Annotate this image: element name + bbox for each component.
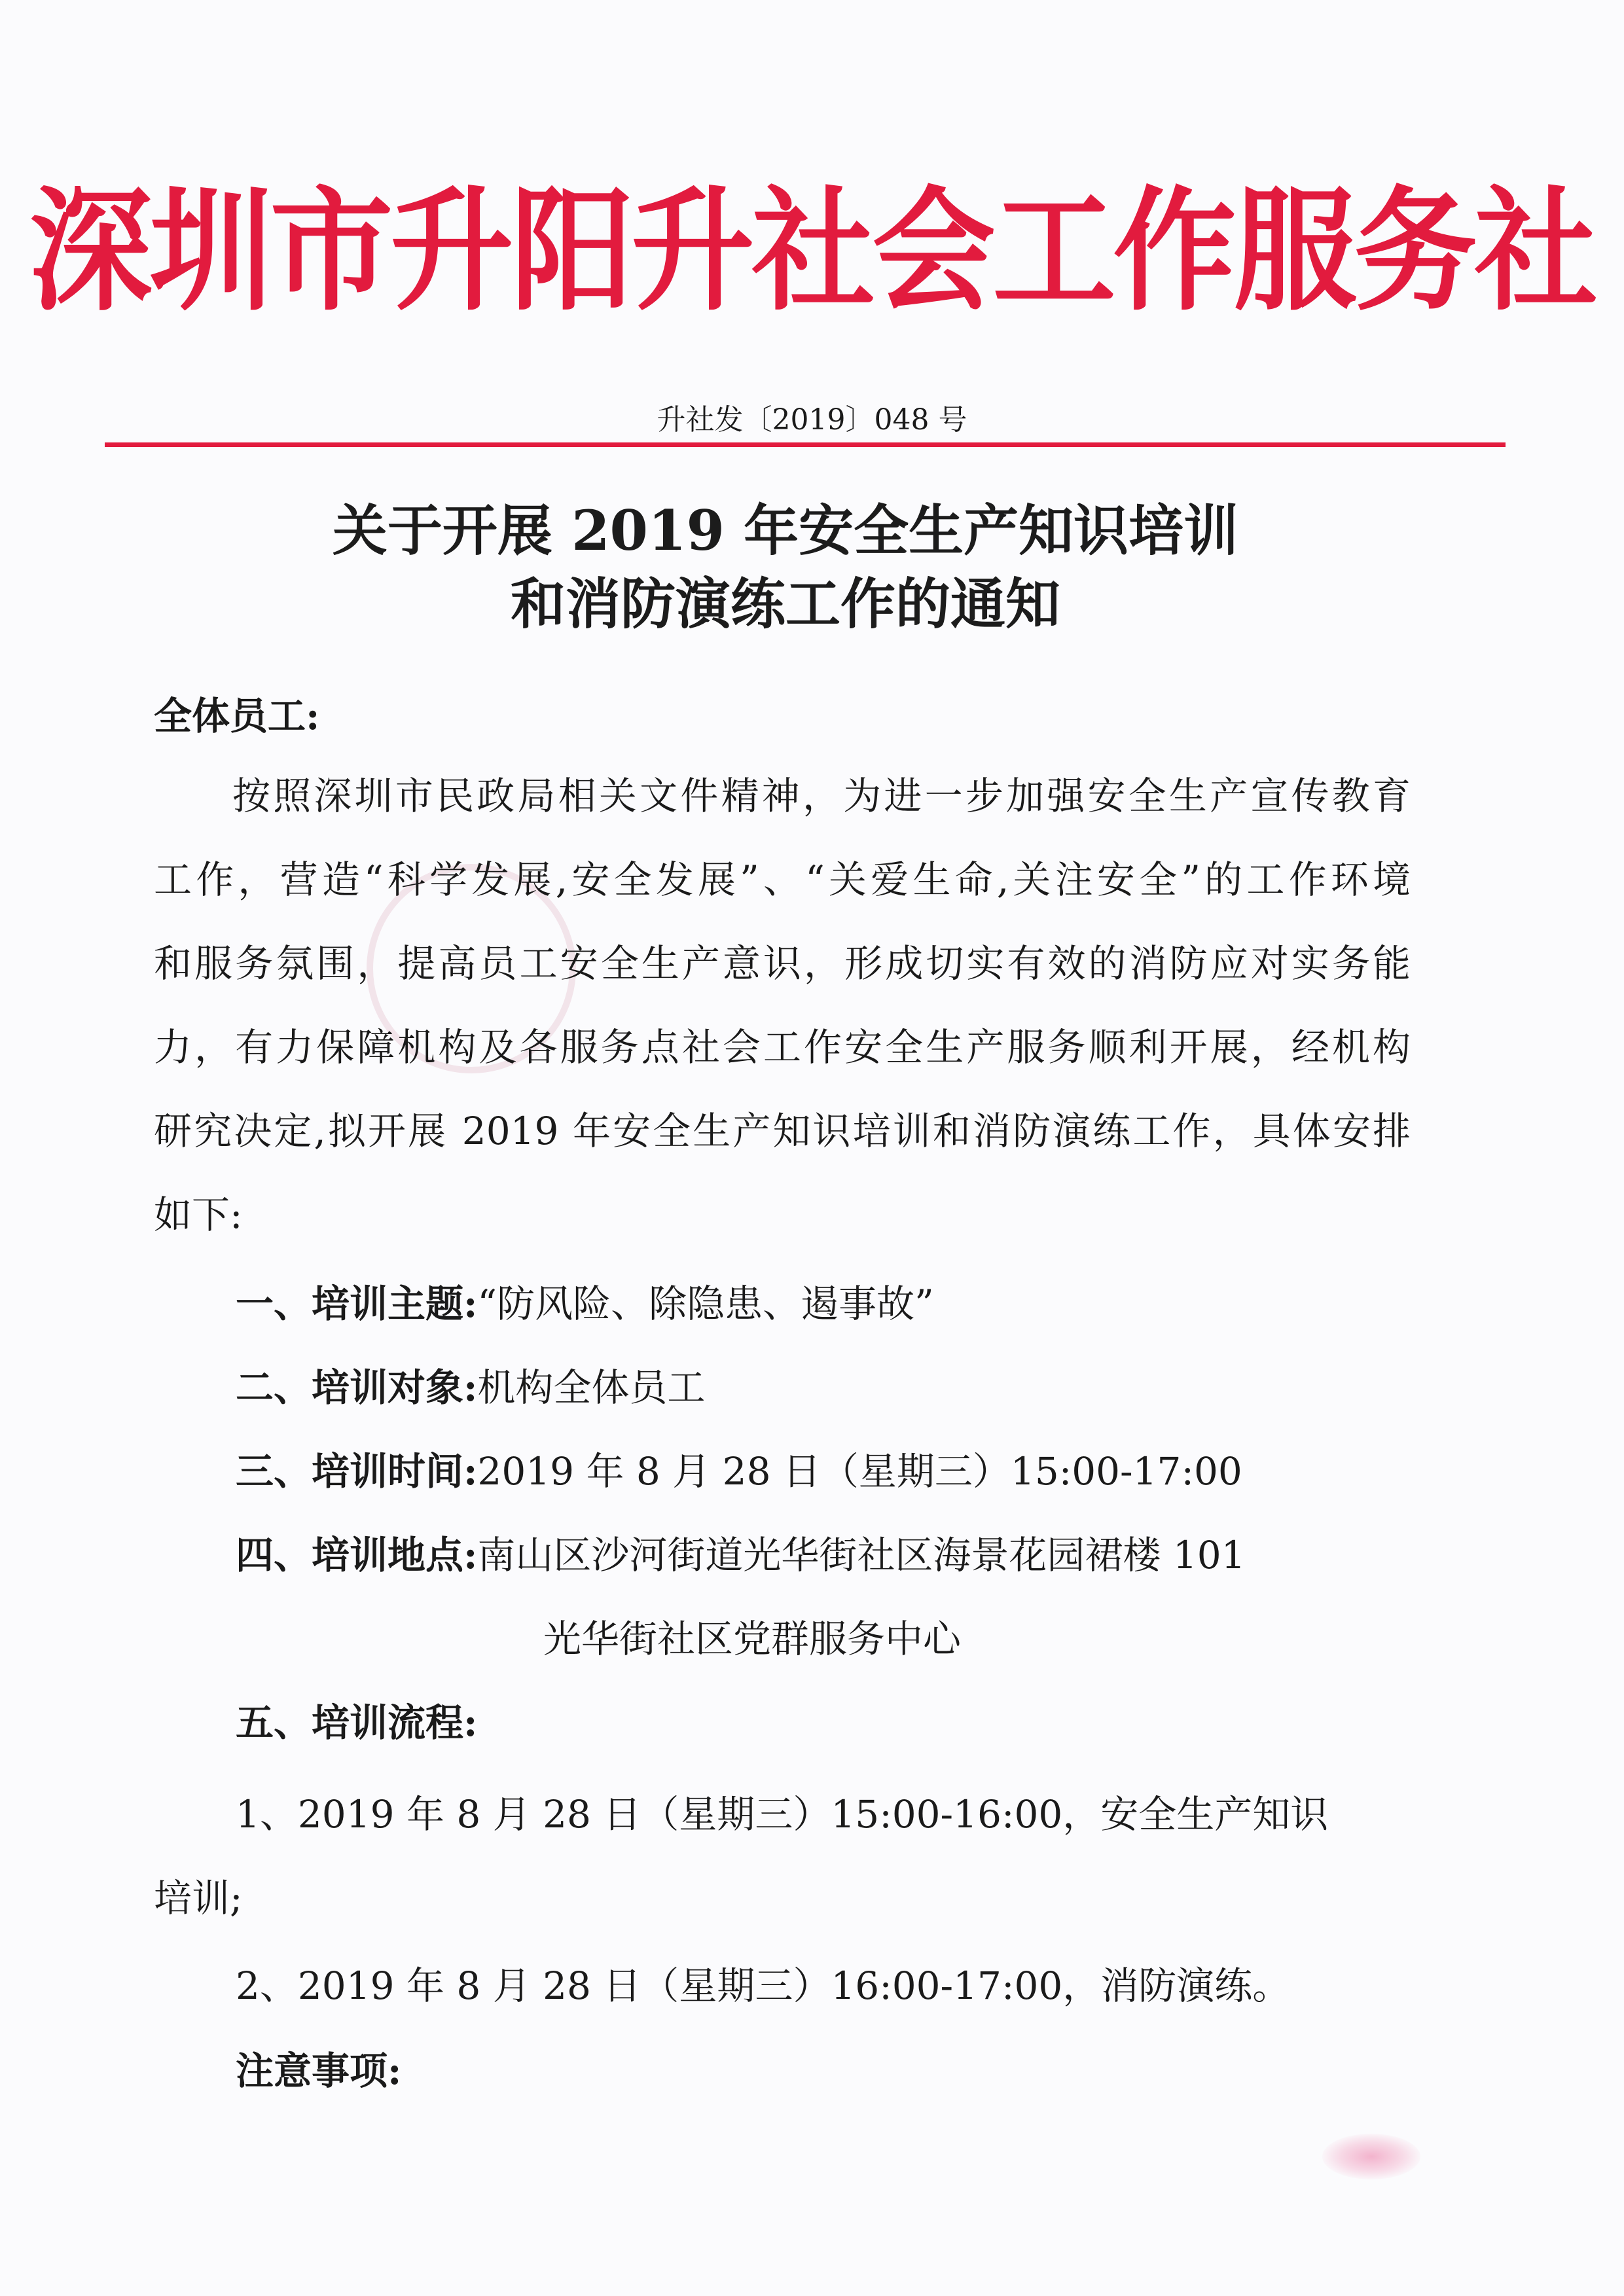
process-heading: 五、培训流程: — [236, 1700, 478, 1745]
organization-letterhead: 深圳市升阳升社会工作服务社 — [29, 174, 1595, 329]
process-step-1: 1、2019 年 8 月 28 日（星期三）15:00-16:00，安全生产知识 — [236, 1792, 1329, 1837]
notice-title — [0, 494, 1571, 641]
salutation: 全体员工: — [154, 694, 320, 738]
item-value: “防风险、除隐患、遏事故” — [477, 1282, 934, 1326]
document-number: 升社发〔2019〕048 号 — [657, 403, 967, 437]
process-step-1-continuation: 培训; — [154, 1876, 243, 1920]
item-value: 机构全体员工 — [477, 1365, 706, 1410]
item-value: 2019 年 8 月 28 日（星期三）15:00-17:00 — [477, 1449, 1242, 1494]
item-label: 四、培训地点: — [236, 1533, 478, 1577]
process-step-2: 2、2019 年 8 月 28 日（星期三）16:00-17:00，消防演练。 — [236, 1964, 1291, 2008]
intro-paragraph — [154, 754, 1411, 1257]
intro-line: 工作，营造“科学发展,安全发展”、“关爱生命,关注安全”的工作环境 — [154, 857, 1411, 902]
intro-line: 研究决定,拟开展 2019 年安全生产知识培训和消防演练工作，具体安排 — [154, 1109, 1411, 1153]
letterhead-red-rule — [105, 442, 1506, 447]
item-label: 一、培训主题: — [236, 1282, 478, 1326]
item-label: 二、培训对象: — [236, 1365, 478, 1410]
item-value: 南山区沙河街道光华街社区海景花园裙楼 101 — [477, 1533, 1246, 1577]
intro-line: 如下: — [154, 1193, 243, 1237]
item-training-location — [236, 1513, 1246, 1597]
intro-line: 力，有力保障机构及各服务点社会工作安全生产服务顺利开展，经机构 — [154, 1025, 1411, 1069]
notice-title-line-1: 关于开展 2019 年安全生产知识培训 — [332, 498, 1239, 563]
item-training-time — [236, 1429, 1242, 1513]
item-label: 三、培训时间: — [236, 1449, 478, 1494]
item-training-audience — [236, 1346, 705, 1429]
intro-line: 按照深圳市民政局相关文件精神，为进一步加强安全生产宣传教育 — [232, 774, 1411, 818]
notice-title-line-2: 和消防演练工作的通知 — [510, 571, 1060, 636]
item-training-theme — [236, 1262, 934, 1346]
notes-heading: 注意事项: — [236, 2049, 402, 2093]
location-continuation: 光华街社区党群服务中心 — [543, 1617, 962, 1661]
intro-line: 和服务氛围，提高员工安全生产意识，形成切实有效的消防应对实务能 — [154, 941, 1411, 986]
ink-smudge — [1322, 2134, 1420, 2179]
